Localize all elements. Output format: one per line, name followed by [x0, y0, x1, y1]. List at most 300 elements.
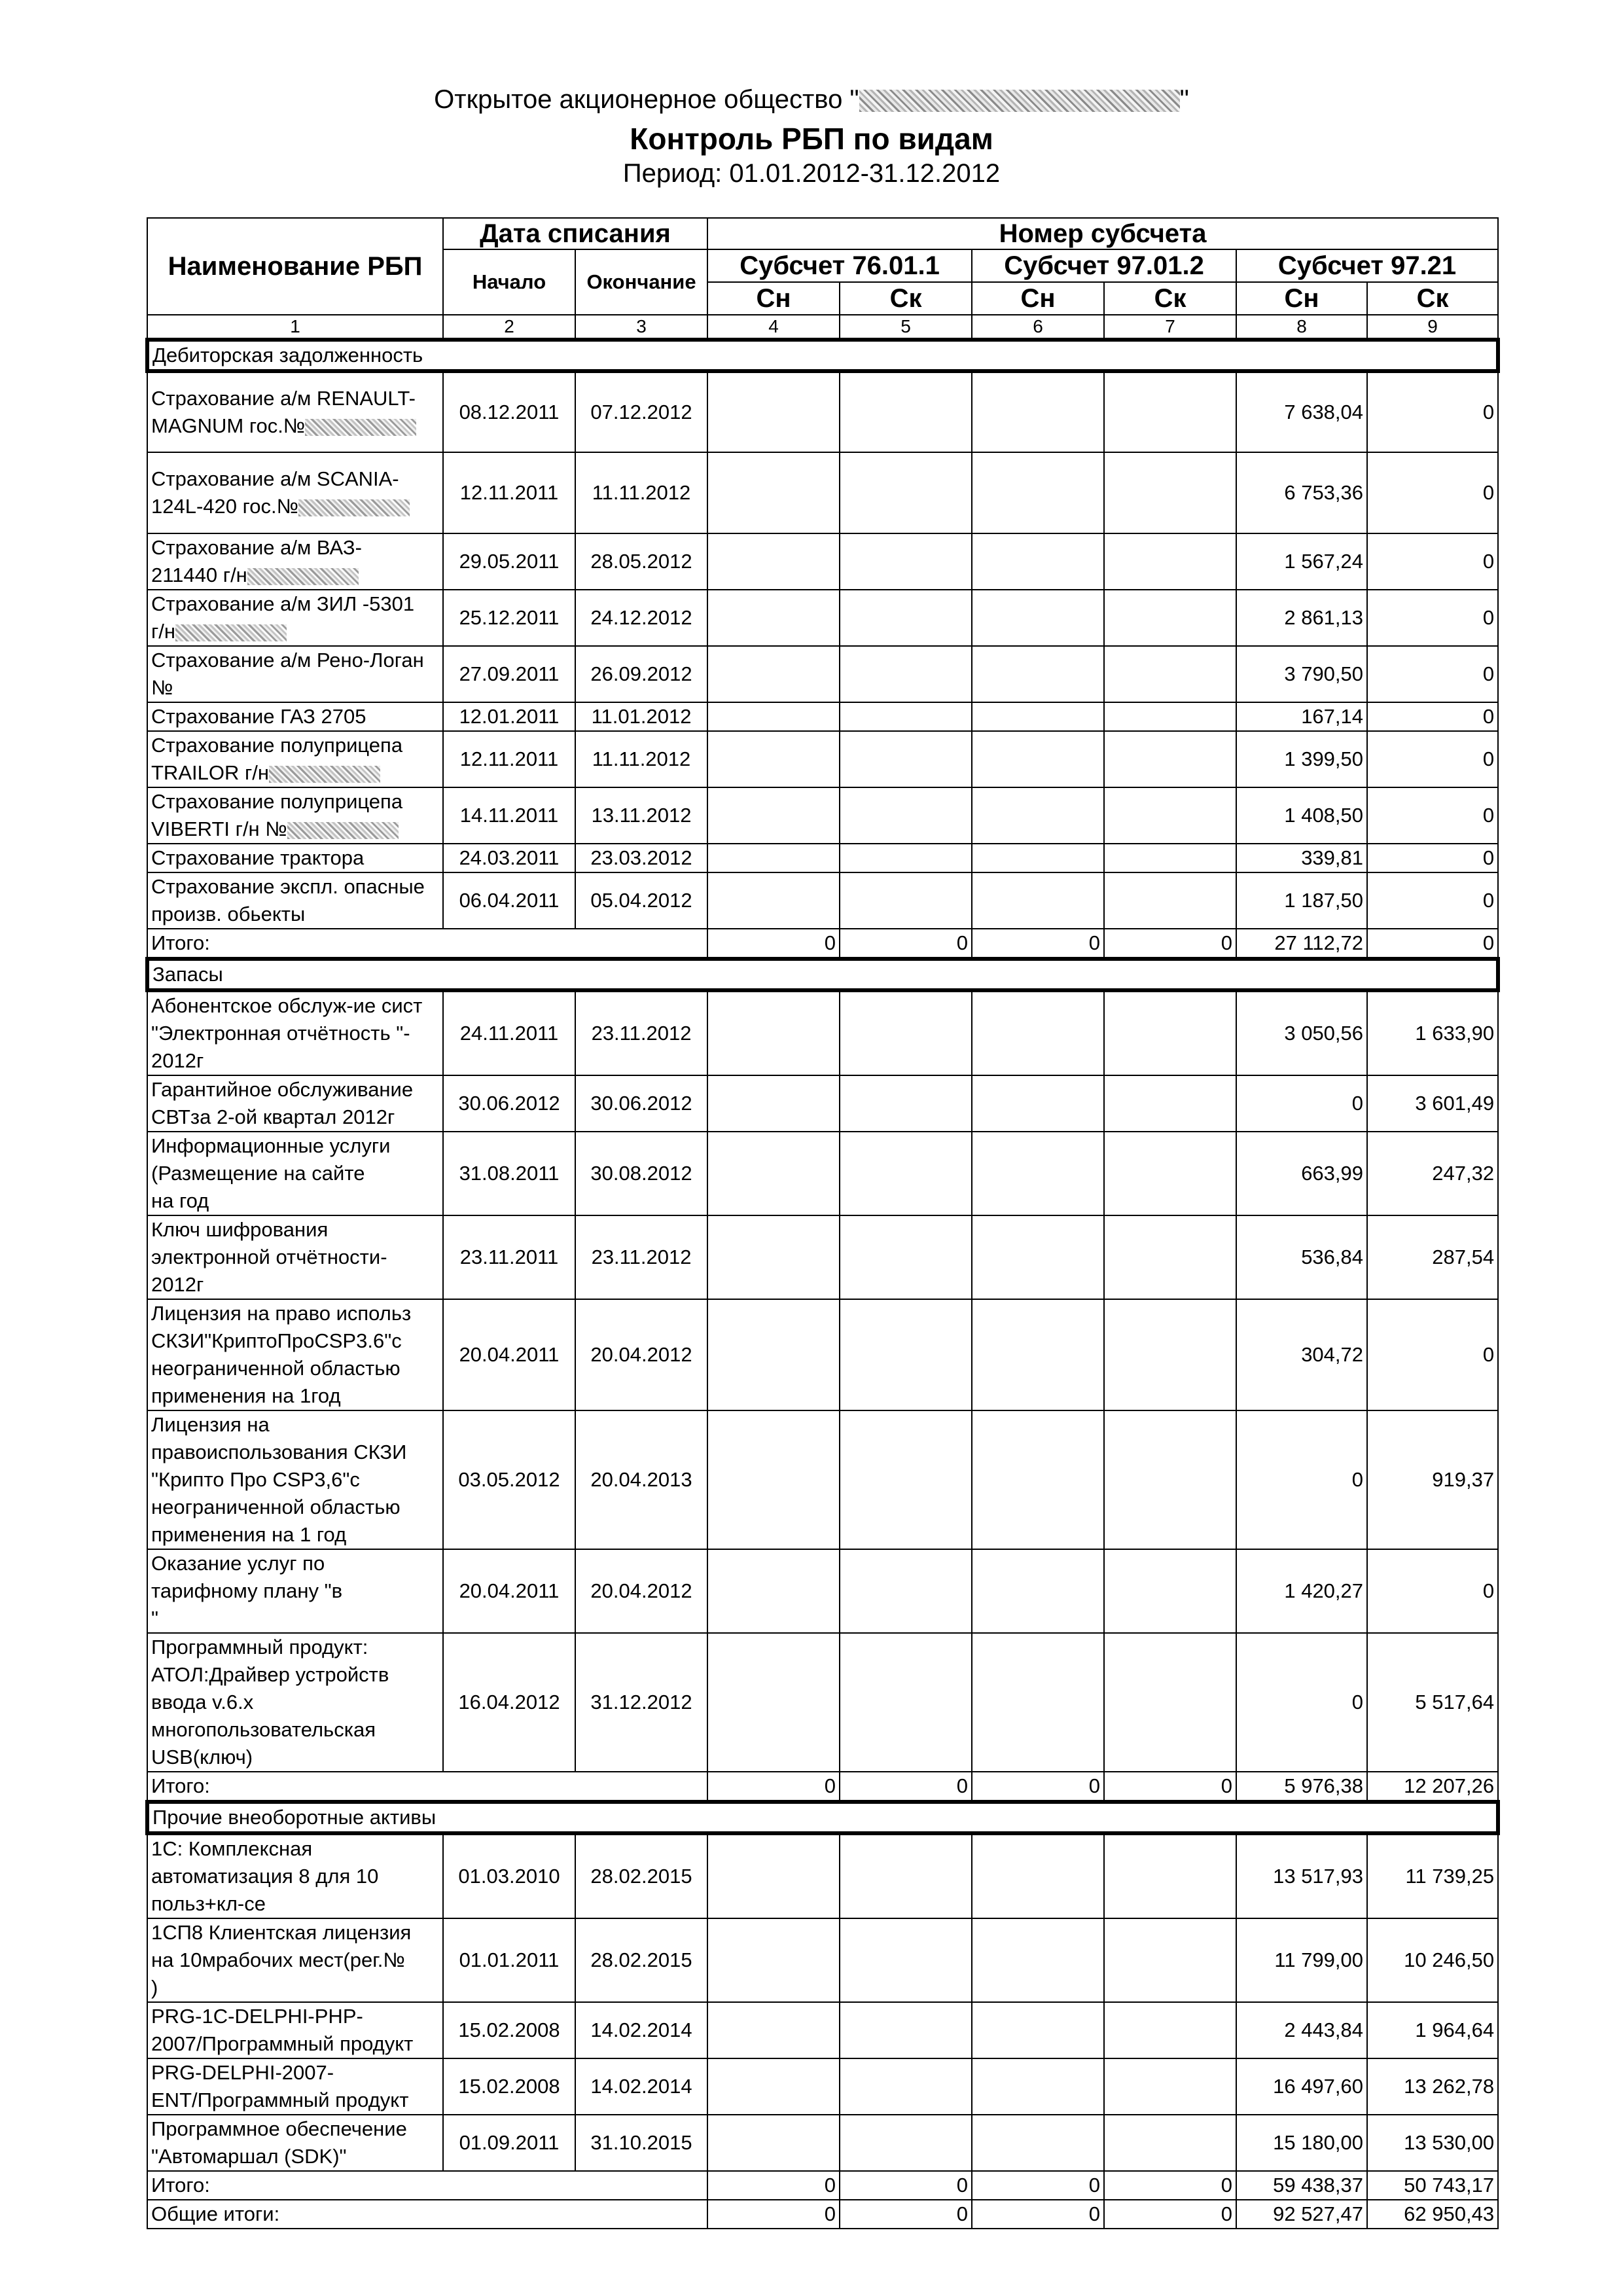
row-name-line: [151, 732, 439, 759]
row-name-text: 124L-420 гос.№: [151, 495, 298, 518]
value-sn-97-21: 2 443,84: [1236, 2002, 1367, 2058]
grand-total-c7: 0: [1104, 2200, 1236, 2229]
value-sk-97-21: 0: [1367, 371, 1498, 452]
redacted-plate-number: [175, 624, 287, 641]
row-name: [147, 452, 443, 533]
empty-cell: [1104, 1918, 1236, 2002]
empty-cell: [840, 787, 972, 844]
end-date: 14.02.2014: [575, 2058, 707, 2115]
row-name-text: тарифному плану "в: [151, 1579, 343, 1602]
value-sn-97-21: 2 861,13: [1236, 590, 1367, 646]
row-name-line: [151, 385, 439, 412]
empty-cell: [1104, 731, 1236, 787]
column-number: 6: [972, 315, 1104, 340]
empty-cell: [840, 2058, 972, 2115]
row-name-text: Страхование ГАЗ 2705: [151, 705, 366, 728]
table-row: [147, 371, 1498, 452]
row-name-line: [151, 1550, 439, 1577]
total-c5: 0: [840, 2171, 972, 2200]
row-name: [147, 1833, 443, 1918]
row-name: [147, 1549, 443, 1633]
value-sk-97-21: 919,37: [1367, 1410, 1498, 1549]
empty-cell: [707, 1410, 840, 1549]
row-name-text: на год: [151, 1189, 209, 1212]
row-name-text: Страхование а/м Рено-Логан: [151, 649, 424, 672]
empty-cell: [1104, 872, 1236, 929]
row-name-line: [151, 1466, 439, 1494]
total-c6: 0: [972, 929, 1104, 959]
empty-cell: [1104, 1633, 1236, 1772]
value-sn-97-21: 0: [1236, 1410, 1367, 1549]
value-sk-97-21: 0: [1367, 452, 1498, 533]
start-date: 08.12.2011: [443, 371, 575, 452]
row-name-text: 2012г: [151, 1273, 204, 1296]
row-name-text: PRG-1C-DELPHI-PHP-: [151, 2005, 363, 2028]
value-sn-97-21: 6 753,36: [1236, 452, 1367, 533]
col-end-header: Окончание: [575, 249, 707, 315]
total-c4: 0: [707, 1772, 840, 1802]
total-c8: 27 112,72: [1236, 929, 1367, 959]
empty-cell: [972, 702, 1104, 731]
empty-cell: [972, 452, 1104, 533]
value-sk-97-21: 247,32: [1367, 1132, 1498, 1215]
empty-cell: [707, 2115, 840, 2171]
rbp-table: [145, 217, 1500, 2229]
table-row: [147, 1299, 1498, 1410]
empty-cell: [707, 2002, 840, 2058]
empty-cell: [1104, 1132, 1236, 1215]
value-sk-97-21: 0: [1367, 590, 1498, 646]
row-name-line: [151, 1382, 439, 1410]
row-name: [147, 1410, 443, 1549]
row-name-line: [151, 1577, 439, 1605]
empty-cell: [707, 1633, 840, 1772]
redacted-plate-number: [287, 822, 399, 839]
empty-cell: [972, 1132, 1104, 1215]
row-name-line: [151, 562, 439, 589]
row-name-line: [151, 534, 439, 562]
empty-cell: [840, 990, 972, 1075]
total-c6: 0: [972, 1772, 1104, 1802]
row-name-text: неограниченной областью: [151, 1496, 401, 1518]
table-row: [147, 646, 1498, 702]
end-date: 26.09.2012: [575, 646, 707, 702]
column-number: 9: [1367, 315, 1498, 340]
empty-cell: [707, 990, 840, 1075]
start-date: 27.09.2011: [443, 646, 575, 702]
empty-cell: [1104, 1833, 1236, 1918]
row-name-text: Лицензия на: [151, 1413, 270, 1436]
row-name-line: [151, 1020, 439, 1047]
row-name: [147, 844, 443, 872]
row-name-line: [151, 2003, 439, 2030]
value-sn-97-21: 1 399,50: [1236, 731, 1367, 787]
redacted-plate-number: [305, 419, 416, 436]
grand-total-c6: 0: [972, 2200, 1104, 2229]
row-name-line: [151, 844, 439, 872]
start-date: 03.05.2012: [443, 1410, 575, 1549]
grand-total-c4: 0: [707, 2200, 840, 2229]
row-name-line: [151, 1271, 439, 1299]
col-sn-header: Сн: [1236, 282, 1367, 315]
row-name-text: АТОЛ:Драйвер устройств: [151, 1663, 389, 1686]
total-c7: 0: [1104, 929, 1236, 959]
empty-cell: [840, 1918, 972, 2002]
empty-cell: [707, 702, 840, 731]
row-name: [147, 872, 443, 929]
row-name-text: Страхование полуприцепа: [151, 734, 403, 757]
row-name-text: Страхование трактора: [151, 846, 365, 869]
col-start-header: Начало: [443, 249, 575, 315]
end-date: 31.12.2012: [575, 1633, 707, 1772]
empty-cell: [972, 872, 1104, 929]
row-name-line: [151, 1863, 439, 1890]
empty-cell: [840, 1833, 972, 1918]
start-date: 15.02.2008: [443, 2002, 575, 2058]
row-name-line: [151, 1439, 439, 1466]
end-date: 20.04.2012: [575, 1299, 707, 1410]
row-name-line: [151, 1521, 439, 1549]
empty-cell: [707, 533, 840, 590]
total-c7: 0: [1104, 2171, 1236, 2200]
column-number: 1: [147, 315, 443, 340]
grand-total-c9: 62 950,43: [1367, 2200, 1498, 2229]
value-sn-97-21: 0: [1236, 1075, 1367, 1132]
empty-cell: [972, 1075, 1104, 1132]
start-date: 23.11.2011: [443, 1215, 575, 1299]
empty-cell: [972, 731, 1104, 787]
total-c8: 5 976,38: [1236, 1772, 1367, 1802]
row-name-text: применения на 1год: [151, 1384, 341, 1407]
value-sn-97-21: 167,14: [1236, 702, 1367, 731]
value-sn-97-21: 13 517,93: [1236, 1833, 1367, 1918]
empty-cell: [972, 1918, 1104, 2002]
row-name-text: польз+кл-се: [151, 1892, 266, 1915]
start-date: 12.01.2011: [443, 702, 575, 731]
row-name-line: [151, 2143, 439, 2170]
value-sn-97-21: 1 420,27: [1236, 1549, 1367, 1633]
row-name: [147, 371, 443, 452]
value-sk-97-21: 13 262,78: [1367, 2058, 1498, 2115]
empty-cell: [707, 1132, 840, 1215]
col-sub1-header: Субсчет 76.01.1: [707, 249, 972, 282]
row-name-line: [151, 788, 439, 816]
col-sk-header: Ск: [1367, 282, 1498, 315]
empty-cell: [972, 1549, 1104, 1633]
row-name-text: (Размещение на сайте: [151, 1162, 365, 1185]
row-name: [147, 1075, 443, 1132]
report-period: Период: 01.01.2012-31.12.2012: [622, 159, 1001, 188]
end-date: 23.11.2012: [575, 1215, 707, 1299]
section-total-row: [147, 2171, 1498, 2200]
empty-cell: [1104, 2115, 1236, 2171]
table-row: [147, 1633, 1498, 1772]
table-row: [147, 844, 1498, 872]
value-sn-97-21: 1 567,24: [1236, 533, 1367, 590]
row-name: [147, 1918, 443, 2002]
end-date: 23.11.2012: [575, 990, 707, 1075]
column-number: 7: [1104, 315, 1236, 340]
row-name-line: [151, 1300, 439, 1327]
empty-cell: [707, 1549, 840, 1633]
row-name-line: [151, 465, 439, 493]
total-label: Итого:: [147, 2171, 707, 2200]
column-number: 3: [575, 315, 707, 340]
total-c4: 0: [707, 2171, 840, 2200]
empty-cell: [972, 990, 1104, 1075]
row-name-text: 211440 г/н: [151, 564, 247, 586]
row-name-text: Страхование полуприцепа: [151, 790, 403, 813]
section-header: [147, 1802, 1498, 1833]
column-number: 5: [840, 315, 972, 340]
end-date: 28.02.2015: [575, 1918, 707, 2002]
row-name-text: применения на 1 год: [151, 1523, 347, 1546]
end-date: 20.04.2013: [575, 1410, 707, 1549]
table-row: [147, 1918, 1498, 2002]
row-name-line: [151, 2030, 439, 2058]
empty-cell: [1104, 1410, 1236, 1549]
start-date: 20.04.2011: [443, 1549, 575, 1633]
empty-cell: [707, 452, 840, 533]
row-name-text: правоиспользования СКЗИ: [151, 1441, 407, 1463]
column-number: 8: [1236, 315, 1367, 340]
row-name-line: [151, 1744, 439, 1771]
total-label: Итого:: [147, 929, 707, 959]
start-date: 24.11.2011: [443, 990, 575, 1075]
row-name-line: [151, 1076, 439, 1103]
row-name-line: [151, 1160, 439, 1187]
total-c9: 50 743,17: [1367, 2171, 1498, 2200]
table-row: [147, 702, 1498, 731]
empty-cell: [707, 590, 840, 646]
start-date: 12.11.2011: [443, 452, 575, 533]
row-name-line: [151, 1411, 439, 1439]
row-name-text: Оказание услуг по: [151, 1552, 325, 1575]
empty-cell: [840, 2115, 972, 2171]
redacted-plate-number: [269, 766, 380, 783]
value-sk-97-21: 0: [1367, 1299, 1498, 1410]
col-sk-header: Ск: [1104, 282, 1236, 315]
row-name-text: ): [151, 1976, 158, 1999]
start-date: 25.12.2011: [443, 590, 575, 646]
empty-cell: [1104, 371, 1236, 452]
empty-cell: [972, 646, 1104, 702]
row-name: [147, 1299, 443, 1410]
empty-cell: [840, 1299, 972, 1410]
row-name-line: [151, 1689, 439, 1716]
row-name-line: [151, 618, 439, 645]
row-name-text: г/н: [151, 620, 176, 643]
col-writeoff-header: Дата списания: [443, 218, 707, 249]
row-name-text: СКЗИ"КриптоПроCSP3.6"с: [151, 1329, 402, 1352]
empty-cell: [1104, 1075, 1236, 1132]
organization-line: [0, 85, 1623, 115]
row-name-text: PRG-DELPHI-2007-: [151, 2061, 334, 2084]
value-sn-97-21: 7 638,04: [1236, 371, 1367, 452]
row-name-text: Страхование а/м RENAULT-: [151, 387, 416, 410]
row-name-line: [151, 901, 439, 928]
empty-cell: [972, 787, 1104, 844]
grand-total-row: [147, 2200, 1498, 2229]
row-name-line: [151, 1355, 439, 1382]
row-name-line: [151, 2087, 439, 2114]
org-suffix: ": [1179, 85, 1189, 114]
end-date: 23.03.2012: [575, 844, 707, 872]
section-title: Дебиторская задолженность: [147, 340, 1498, 371]
row-name-line: [151, 1244, 439, 1271]
report-title: Контроль РБП по видам: [630, 122, 993, 156]
redacted-plate-number: [298, 499, 410, 516]
start-date: 20.04.2011: [443, 1299, 575, 1410]
section-title: Запасы: [147, 959, 1498, 990]
empty-cell: [707, 2058, 840, 2115]
row-name-line: [151, 1946, 439, 1974]
row-name-text: "Автомаршал (SDK)": [151, 2145, 347, 2168]
end-date: 05.04.2012: [575, 872, 707, 929]
value-sk-97-21: 1 964,64: [1367, 2002, 1498, 2058]
section-header: [147, 340, 1498, 371]
row-name: [147, 2002, 443, 2058]
start-date: 14.11.2011: [443, 787, 575, 844]
value-sk-97-21: 0: [1367, 1549, 1498, 1633]
row-name-text: Гарантийное обслуживание: [151, 1078, 414, 1101]
col-name-header: Наименование РБП: [147, 218, 443, 315]
col-sn-header: Сн: [972, 282, 1104, 315]
row-name-text: Страхование а/м ЗИЛ -5301: [151, 592, 415, 615]
row-name-line: [151, 759, 439, 787]
empty-cell: [840, 872, 972, 929]
empty-cell: [1104, 1299, 1236, 1410]
total-c8: 59 438,37: [1236, 2171, 1367, 2200]
end-date: 28.02.2015: [575, 1833, 707, 1918]
row-name-text: 1СП8 Клиентская лицензия: [151, 1921, 412, 1944]
empty-cell: [707, 1918, 840, 2002]
start-date: 24.03.2011: [443, 844, 575, 872]
total-c4: 0: [707, 929, 840, 959]
start-date: 29.05.2011: [443, 533, 575, 590]
row-name-line: [151, 1634, 439, 1661]
grand-total-c5: 0: [840, 2200, 972, 2229]
empty-cell: [1104, 2002, 1236, 2058]
empty-cell: [1104, 452, 1236, 533]
row-name-text: 2012г: [151, 1049, 204, 1072]
row-name-text: ": [151, 1607, 159, 1630]
row-name-line: [151, 992, 439, 1020]
total-c5: 0: [840, 1772, 972, 1802]
empty-cell: [972, 844, 1104, 872]
table-row: [147, 1410, 1498, 1549]
empty-cell: [840, 1132, 972, 1215]
row-name-line: [151, 2059, 439, 2087]
value-sn-97-21: 1 187,50: [1236, 872, 1367, 929]
row-name-text: Программное обеспечение: [151, 2117, 407, 2140]
start-date: 06.04.2011: [443, 872, 575, 929]
total-c6: 0: [972, 2171, 1104, 2200]
value-sk-97-21: 5 517,64: [1367, 1633, 1498, 1772]
start-date: 30.06.2012: [443, 1075, 575, 1132]
end-date: 14.02.2014: [575, 2002, 707, 2058]
value-sn-97-21: 304,72: [1236, 1299, 1367, 1410]
table-row: [147, 1132, 1498, 1215]
value-sk-97-21: 0: [1367, 872, 1498, 929]
value-sn-97-21: 339,81: [1236, 844, 1367, 872]
value-sn-97-21: 536,84: [1236, 1215, 1367, 1299]
empty-cell: [972, 1833, 1104, 1918]
table-row: [147, 1215, 1498, 1299]
value-sk-97-21: 13 530,00: [1367, 2115, 1498, 2171]
end-date: 24.12.2012: [575, 590, 707, 646]
end-date: 11.11.2012: [575, 731, 707, 787]
col-sn-header: Сн: [707, 282, 840, 315]
value-sn-97-21: 1 408,50: [1236, 787, 1367, 844]
row-name-line: [151, 1132, 439, 1160]
row-name-text: Информационные услуги: [151, 1134, 391, 1157]
row-name-line: [151, 1216, 439, 1244]
start-date: 01.03.2010: [443, 1833, 575, 1918]
row-name-text: произв. обьекты: [151, 903, 306, 925]
row-name-text: многопользовательская: [151, 1718, 376, 1741]
table-row: [147, 533, 1498, 590]
row-name-text: 2007/Программный продукт: [151, 2032, 414, 2055]
empty-cell: [840, 1410, 972, 1549]
row-name-text: MAGNUM гос.№: [151, 414, 306, 437]
end-date: 11.11.2012: [575, 452, 707, 533]
empty-cell: [1104, 787, 1236, 844]
end-date: 31.10.2015: [575, 2115, 707, 2171]
row-name: [147, 646, 443, 702]
row-name-text: Абонентское обслуж-ие сист: [151, 994, 423, 1017]
row-name-line: [151, 1661, 439, 1689]
value-sn-97-21: 15 180,00: [1236, 2115, 1367, 2171]
value-sn-97-21: 663,99: [1236, 1132, 1367, 1215]
row-name-text: Страхование а/м ВАЗ-: [151, 536, 362, 559]
end-date: 28.05.2012: [575, 533, 707, 590]
empty-cell: [840, 2002, 972, 2058]
row-name-text: на 10мрабочих мест(рег.№: [151, 1948, 405, 1971]
value-sn-97-21: 3 790,50: [1236, 646, 1367, 702]
row-name-line: [151, 1187, 439, 1215]
table-row: [147, 2002, 1498, 2058]
row-name-text: "Крипто Про CSP3,6"с: [151, 1468, 360, 1491]
empty-cell: [972, 533, 1104, 590]
value-sk-97-21: 1 633,90: [1367, 990, 1498, 1075]
row-name-line: [151, 1974, 439, 2001]
row-name-line: [151, 1494, 439, 1521]
empty-cell: [707, 646, 840, 702]
empty-cell: [840, 646, 972, 702]
row-name-text: "Электронная отчётность "-: [151, 1022, 410, 1045]
end-date: 30.08.2012: [575, 1132, 707, 1215]
column-number: 4: [707, 315, 840, 340]
table-row: [147, 787, 1498, 844]
value-sn-97-21: 0: [1236, 1633, 1367, 1772]
row-name-line: [151, 493, 439, 520]
empty-cell: [707, 872, 840, 929]
col-subaccount-header: Номер субсчета: [707, 218, 1498, 249]
value-sk-97-21: 0: [1367, 844, 1498, 872]
total-c9: 12 207,26: [1367, 1772, 1498, 1802]
table-row: [147, 1833, 1498, 1918]
row-name-text: 1С: Комплексная: [151, 1837, 313, 1860]
table-row: [147, 2115, 1498, 2171]
empty-cell: [840, 371, 972, 452]
empty-cell: [840, 1075, 972, 1132]
redacted-plate-number: [247, 568, 359, 585]
value-sk-97-21: 10 246,50: [1367, 1918, 1498, 2002]
empty-cell: [972, 590, 1104, 646]
empty-cell: [972, 1410, 1104, 1549]
row-name: [147, 990, 443, 1075]
